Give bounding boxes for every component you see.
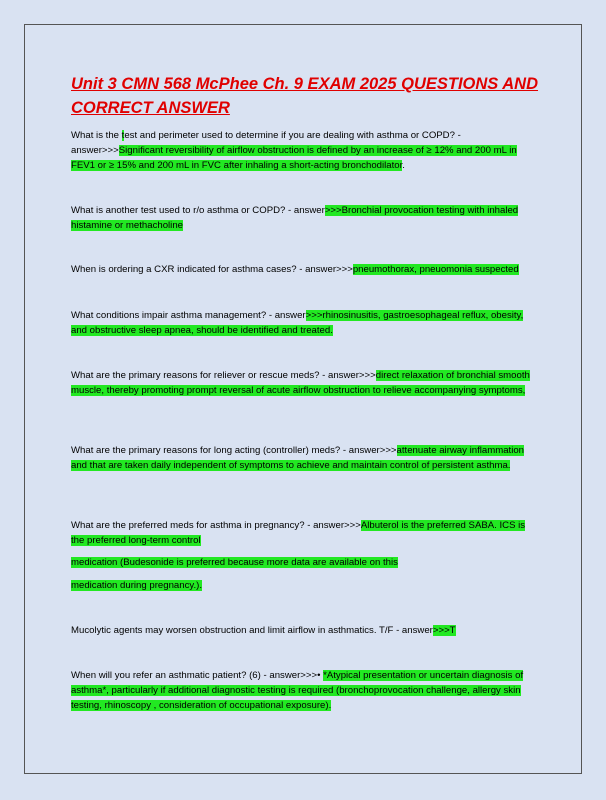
question-text: When will you refer an asthmatic patient? (6) - answer>>>• (71, 670, 324, 681)
answer-highlight: Albuterol is the preferred SABA. ICS is the preferred long-term control (71, 520, 526, 546)
qa-item-7 (71, 518, 533, 548)
qa-item-6 (71, 443, 533, 473)
answer-highlight: medication during pregnancy.). (71, 580, 203, 591)
qa-item-7-line-3 (71, 578, 533, 593)
question-highlight: t (121, 130, 125, 141)
question-text: Mucolytic agents may worsen obstruction and limit airflow in asthmatics. T/F - answer (71, 625, 433, 636)
qa-item-3 (71, 262, 533, 277)
qa-item-2 (71, 203, 533, 233)
answer-highlight: medication (Budesonide is preferred because more data are available on this (71, 557, 398, 568)
answer-highlight: >>>Bronchial provocation testing with inhaled histamine or methacholine (71, 205, 519, 231)
question-text: What are the preferred meds for asthma in pregnancy? - answer>>> (71, 520, 361, 531)
answer-highlight: pneumothorax, pneuomonia suspected (352, 264, 519, 275)
qa-item-1 (71, 128, 533, 173)
question-text: est and perimeter used to determine if you are dealing with asthma or COPD? - answer>>> (71, 130, 461, 156)
question-text: When is ordering a CXR indicated for asthma cases? - answer>>> (71, 264, 353, 275)
answer-highlight: attenuate airway inflammation and that are taken daily independent of symptoms to achieve and maintain control of persistent asthma. (71, 445, 524, 471)
answer-highlight: >>>T (432, 625, 456, 636)
answer-highlight: >>>rhinosinusitis, gastroesophageal reflux, obesity, and obstructive sleep apnea, should be identified and treated. (71, 310, 524, 336)
question-text: What are the primary reasons for reliever or rescue meds? - answer>>> (71, 370, 376, 381)
answer-highlight: direct relaxation of bronchial smooth muscle, thereby promoting prompt reversal of acute airflow obstruction to relieve accompanying symptoms, (71, 370, 530, 396)
question-text: What is the (71, 130, 122, 141)
qa-item-5 (71, 368, 533, 398)
question-text: What is another test used to r/o asthma or COPD? - answer (71, 205, 325, 216)
answer-highlight: *Atypical presentation or uncertain diagnosis of asthma*, particularly if additional diagnostic testing is required (bronchoprovocation challenge, allergy skin testing, rhinoscopy , consideration of occupational exposure). (71, 670, 524, 711)
page-title: Unit 3 CMN 568 McPhee Ch. 9 EXAM 2025 QUESTIONS AND CORRECT ANSWER (71, 75, 539, 117)
answer-tail: . (402, 160, 405, 171)
qa-item-7-line-2 (71, 555, 533, 570)
qa-item-9 (71, 668, 533, 713)
question-text: What conditions impair asthma management? - answer (71, 310, 306, 321)
qa-item-8 (71, 623, 533, 638)
question-text: What are the primary reasons for long acting (controller) meds? - answer>>> (71, 445, 397, 456)
answer-highlight: Significant reversibility of airflow obstruction is defined by an increase of ≥ 12% and 200 mL in FEV1 or ≥ 15% and 200 mL in FVC after inhaling a short-acting bronchodilator (71, 145, 517, 171)
qa-item-4 (71, 308, 533, 338)
